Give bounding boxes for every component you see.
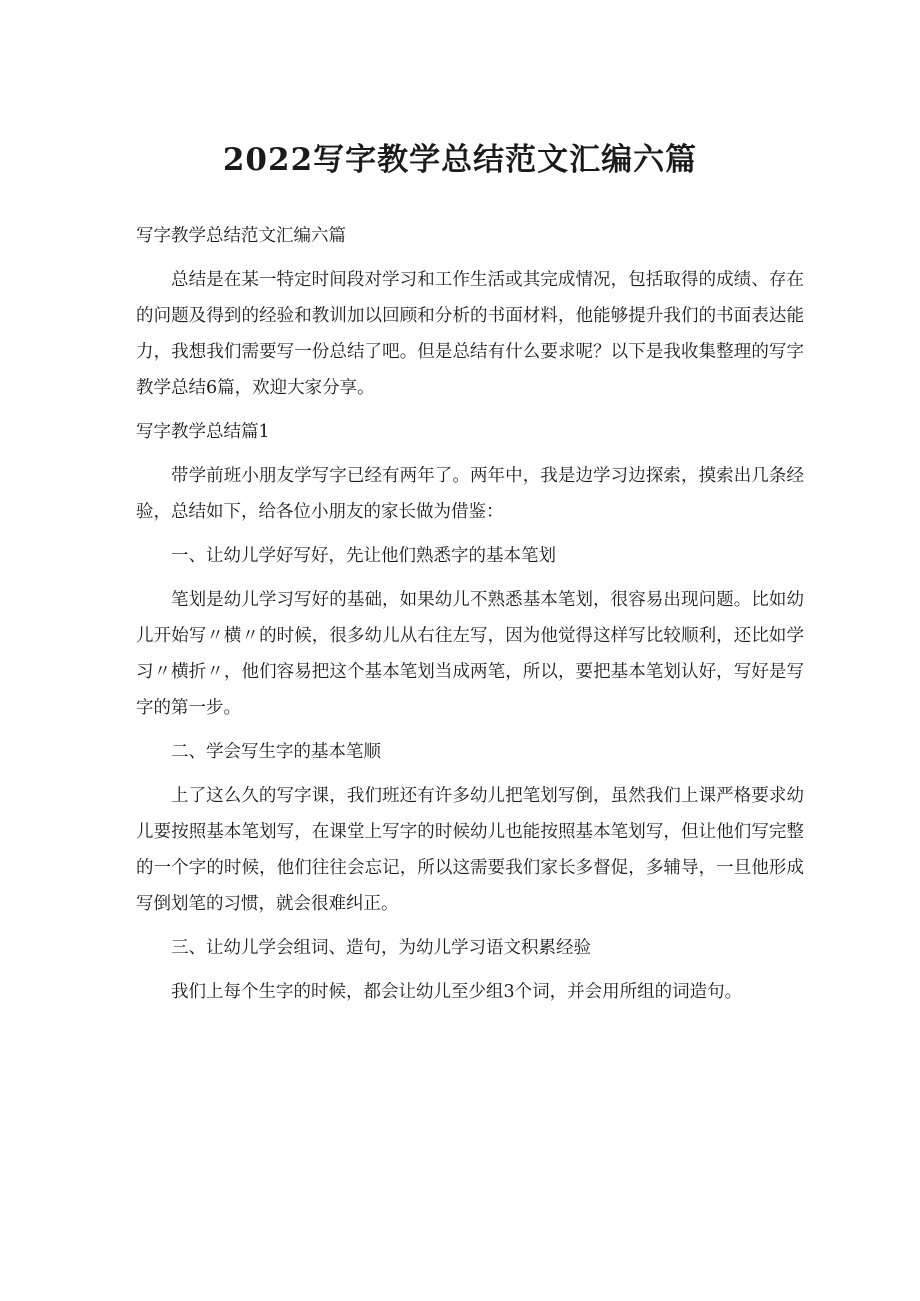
document-title: 2022写字教学总结范文汇编六篇 — [222, 142, 698, 178]
point-heading-1: 一、让幼儿学好写好，先让他们熟悉字的基本笔划 — [171, 546, 556, 566]
point-heading-3: 三、让幼儿学会组词、造句，为幼儿学习语文积累经验 — [171, 938, 591, 958]
point-heading-2: 二、学会写生字的基本笔顺 — [171, 742, 381, 762]
point-body-3: 我们上每个生字的时候，都会让幼儿至少组3个词，并会用所组的词造句。 — [171, 982, 743, 1002]
point-body-2: 上了这么久的写字课，我们班还有许多幼儿把笔划写倒，虽然我们上课严格要求幼儿要按照基本笔划写，在课堂上写字的时候幼儿也能按照基本笔划写，但让他们写完整的一个字的时候，他们往往会忘记，所以这需要我们家长多督促，多辅导，一旦他形成写倒划笔的习惯，就会很难纠正。 — [136, 786, 804, 914]
section-heading: 写字教学总结篇1 — [136, 422, 270, 442]
point-body-1: 笔划是幼儿学习写好的基础，如果幼儿不熟悉基本笔划，很容易出现问题。比如幼儿开始写〃横〃的时候，很多幼儿从右往左写，因为他觉得这样写比较顺利，还比如学习〃横折〃，他们容易把这个基本笔划当成两笔，所以，要把基本笔划认好，写好是写字的第一步。 — [136, 590, 804, 718]
document-subtitle: 写字教学总结范文汇编六篇 — [136, 226, 346, 246]
intro-paragraph: 总结是在某一特定时间段对学习和工作生活或其完成情况，包括取得的成绩、存在的问题及得到的经验和教训加以回顾和分析的书面材料，他能够提升我们的书面表达能力，我想我们需要写一份总结了吧。但是总结有什么要求呢？以下是我收集整理的写字教学总结6篇，欢迎大家分享。 — [136, 270, 804, 398]
section-paragraph: 带学前班小朋友学写字已经有两年了。两年中，我是边学习边探索，摸索出几条经验，总结如下，给各位小朋友的家长做为借鉴： — [136, 466, 804, 522]
document-body — [136, 218, 804, 1018]
